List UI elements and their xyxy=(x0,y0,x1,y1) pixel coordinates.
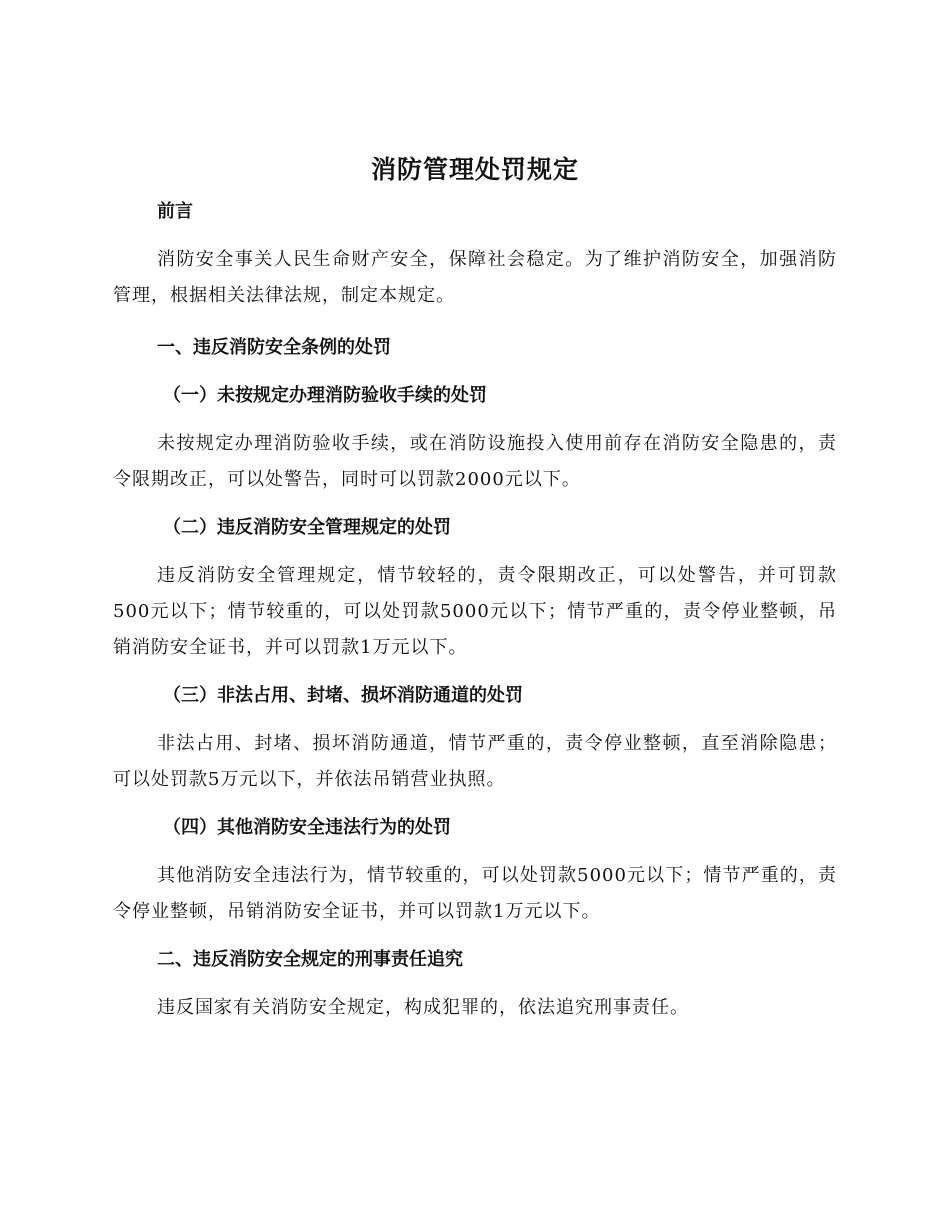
paragraph-2: 违反国家有关消防安全规定，构成犯罪的，依法追究刑事责任。 xyxy=(157,997,689,1018)
spacer xyxy=(113,666,837,682)
paragraph-1-2: 违反消防安全管理规定，情节较轻的，责令限期改正，可以处警告，并可罚款500元以下；情节较重的，可以处罚款5000元以下；情节严重的，责令停业整顿，吊销消防安全证书，并可以罚款1万元以下。 xyxy=(113,565,837,658)
spacer xyxy=(113,362,837,382)
subsection-heading-1-4: （四）其他消防安全违法行为的处罚 xyxy=(163,817,451,838)
paragraph-preface: 消防安全事关人民生命财产安全，保障社会稳定。为了维护消防安全，加强消防管理，根据相关法律法规，制定本规定。 xyxy=(113,249,837,306)
section-heading-preface: 前言 xyxy=(157,201,193,222)
spacer xyxy=(113,542,837,558)
paragraph-1-4: 其他消防安全违法行为，情节较重的，可以处罚款5000元以下；情节严重的，责令停业整顿，吊销消防安全证书，并可以罚款1万元以下。 xyxy=(113,865,837,922)
spacer xyxy=(113,314,837,334)
section-heading-1: 一、违反消防安全条例的处罚 xyxy=(157,337,391,358)
section-heading-2: 二、违反消防安全规定的刑事责任追究 xyxy=(157,949,463,970)
spacer xyxy=(113,498,837,514)
spacer xyxy=(113,226,837,242)
spacer xyxy=(113,798,837,814)
spacer xyxy=(113,842,837,858)
spacer xyxy=(113,930,837,946)
document-title: 消防管理处罚规定 xyxy=(370,155,579,184)
subsection-heading-1-2: （二）违反消防安全管理规定的处罚 xyxy=(163,517,451,538)
paragraph-1-3: 非法占用、封堵、损坏消防通道，情节严重的，责令停业整顿，直至消除隐患；可以处罚款5万元以下，并依法吊销营业执照。 xyxy=(113,733,837,790)
spacer xyxy=(113,410,837,426)
subsection-heading-1-1: （一）未按规定办理消防验收手续的处罚 xyxy=(163,385,487,406)
document-body xyxy=(113,150,837,1026)
spacer xyxy=(113,974,837,990)
paragraph-1-1: 未按规定办理消防验收手续，或在消防设施投入使用前存在消防安全隐患的，责令限期改正，可以处警告，同时可以罚款2000元以下。 xyxy=(113,433,837,490)
spacer xyxy=(113,710,837,726)
subsection-heading-1-3: （三）非法占用、封堵、损坏消防通道的处罚 xyxy=(163,685,523,706)
